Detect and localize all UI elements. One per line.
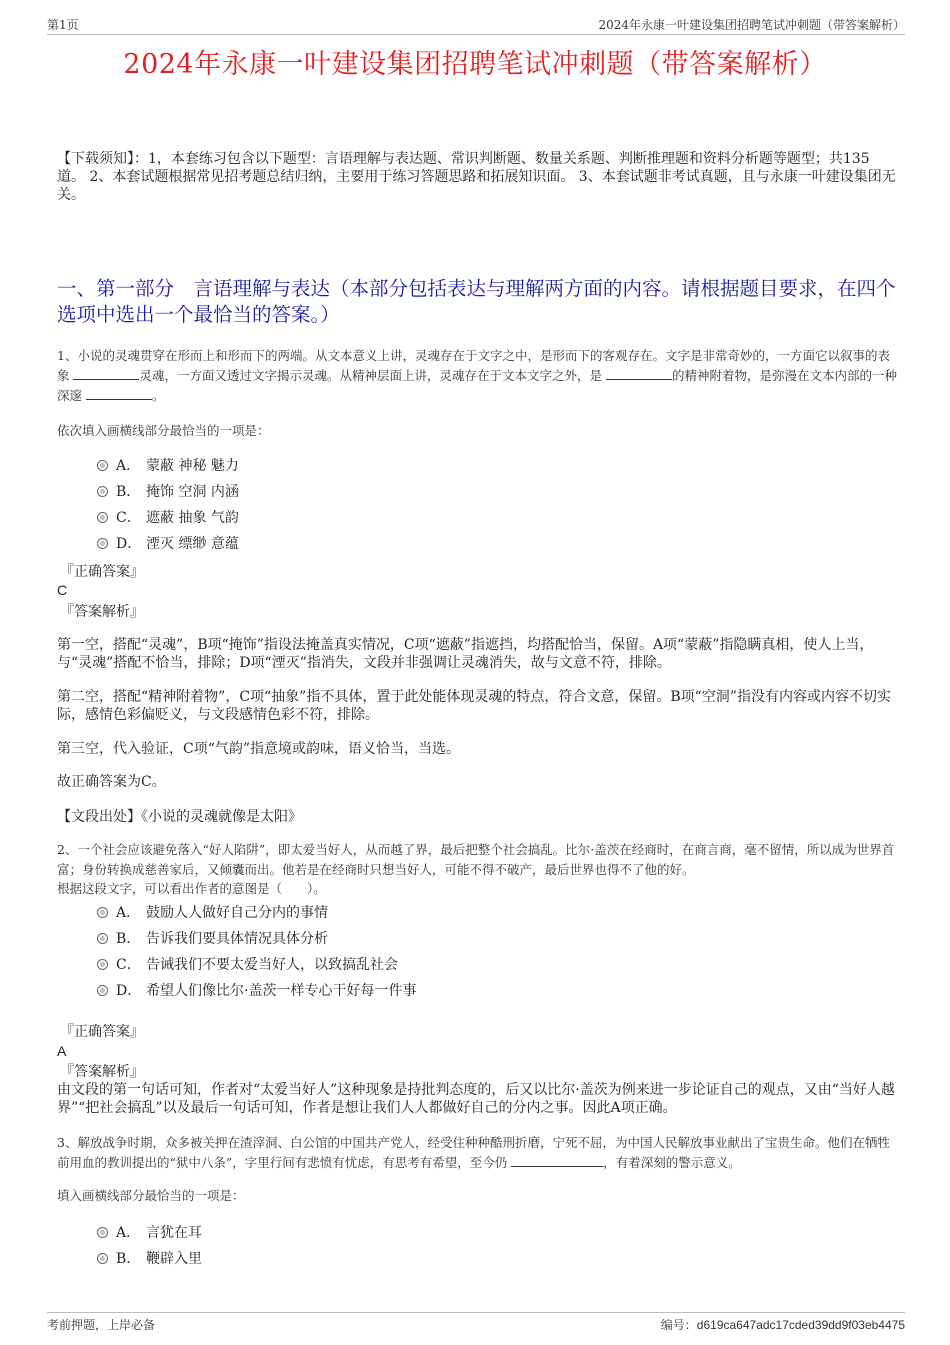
option-b[interactable]: B． 掩饰 空洞 内涵 (97, 482, 239, 502)
radio-icon[interactable] (97, 907, 108, 918)
page-header (47, 14, 905, 35)
option-d[interactable]: D． 湮灭 缥缈 意蕴 (97, 534, 239, 554)
option-a[interactable]: A． 鼓励人人做好自己分内的事情 (97, 903, 328, 923)
analysis-paragraph: 第三空，代入验证，C项“气韵”指意境或韵味，语义恰当，当选。 (57, 741, 461, 757)
fill-blank (511, 1154, 603, 1167)
radio-icon[interactable] (97, 985, 108, 996)
radio-icon[interactable] (97, 512, 108, 523)
analysis-paragraph: 故正确答案为C。 (57, 774, 166, 790)
footer-slogan: 考前押题，上岸必备 (47, 1318, 156, 1332)
option-a[interactable]: A． 蒙蔽 神秘 魅力 (97, 456, 239, 476)
question-2-stem: 2、一个社会应该避免落入“好人陷阱”，即太爱当好人，从而越了界，最后把整个社会搞乱。比尔·盖茨在经商时，在商言商，毫不留情，所以成为世界首富；身份转换成慈善家后，又倾囊而出。他若是在经商时只想当好人，可能不得不破产，最后世界也得不了他的好。 (57, 842, 895, 877)
fill-blank (86, 387, 152, 400)
question-1-prompt: 依次填入画横线部分最恰当的一项是： (57, 423, 270, 438)
radio-icon[interactable] (97, 1227, 108, 1238)
option-b[interactable]: B． 鞭辟入里 (97, 1249, 202, 1269)
question-3-prompt: 填入画横线部分最恰当的一项是： (57, 1188, 245, 1203)
radio-icon[interactable] (97, 538, 108, 549)
option-b[interactable]: B． 告诉我们要具体情况具体分析 (97, 929, 328, 949)
radio-icon[interactable] (97, 933, 108, 944)
question-3-stem: 3、解放战争时期，众多被关押在渣滓洞、白公馆的中国共产党人，经受住种种酷刑折磨，宁死不屈，为中国人民解放事业献出了宝贵生命。他们在牺牲前用血的教训提出的“狱中八条”，字里行间有悲愤有忧虑，有思考有希望，至今仍 ，有着深刻的警示意义。 (57, 1135, 890, 1170)
option-c[interactable]: C． 告诫我们不要太爱当好人，以致搞乱社会 (97, 955, 398, 975)
download-notice: 【下载须知】：1，本套练习包含以下题型：言语理解与表达题、常识判断题、数量关系题、判断推理题和资料分析题等题型；共135道。 2、本套试题根据常见招考题总结归纳，主要用于练习答题思路和拓展知识面。 3、本套试题非考试真题，且与永康一叶建设集团无关。 (57, 151, 896, 203)
page-number: 第1页 (47, 18, 79, 32)
question-2-prompt: 根据这段文字，可以看出作者的意图是（ ）。 (57, 881, 326, 896)
correct-answer-label: 『正确答案』 (60, 564, 144, 580)
option-d[interactable]: D． 希望人们像比尔·盖茨一样专心干好每一件事 (97, 981, 416, 1001)
section-heading: 一、第一部分 言语理解与表达（本部分包括表达与理解两方面的内容。请根据题目要求，在四个选项中选出一个最恰当的答案。） (57, 277, 896, 326)
analysis-label: 『答案解析』 (60, 1064, 144, 1080)
analysis-paragraph: 第一空，搭配“灵魂”，B项“掩饰”指设法掩盖真实情况，C项“遮蔽”指遮挡，均搭配恰当，保留。A项“蒙蔽”指隐瞒真相，使人上当，与“灵魂”搭配不恰当，排除；D项“湮灭”指消失，文段并非强调让灵魂消失，故与文意不符，排除。 (57, 637, 874, 671)
correct-answer: A (57, 1043, 67, 1059)
correct-answer-label: 『正确答案』 (60, 1024, 144, 1040)
analysis-label: 『答案解析』 (60, 604, 144, 620)
page-title: 2024年永康一叶建设集团招聘笔试冲刺题（带答案解析） (123, 49, 827, 80)
fill-blank (606, 367, 672, 380)
radio-icon[interactable] (97, 486, 108, 497)
header-doc-title: 2024年永康一叶建设集团招聘笔试冲刺题（带答案解析） (598, 18, 905, 32)
analysis-paragraph: 第二空，搭配“精神附着物”，C项“抽象”指不具体，置于此处能体现灵魂的特点，符合文意，保留。B项“空洞”指没有内容或内容不切实际，感情色彩偏贬义，与文段感情色彩不符，排除。 (57, 689, 891, 723)
analysis-paragraph: 由文段的第一句话可知，作者对“太爱当好人”这种现象是持批判态度的，后又以比尔·盖茨为例来进一步论证自己的观点，又由“当好人越界”“把社会搞乱”以及最后一句话可知，作者是想让我们人人都做好自己的分内之事。因此A项正确。 (57, 1082, 895, 1116)
document-code: 编号：d619ca647adc17cded39dd9f03eb4475 (660, 1318, 905, 1332)
option-c[interactable]: C． 遮蔽 抽象 气韵 (97, 508, 239, 528)
radio-icon[interactable] (97, 460, 108, 471)
fill-blank (73, 367, 139, 380)
correct-answer: C (57, 582, 68, 598)
radio-icon[interactable] (97, 959, 108, 970)
text-source: 【文段出处】《小说的灵魂就像是太阳》 (57, 809, 302, 825)
page-footer (47, 1312, 905, 1333)
radio-icon[interactable] (97, 1253, 108, 1264)
question-1-stem: 1、小说的灵魂贯穿在形而上和形而下的两端。从文本意义上讲，灵魂存在于文字之中，是形而下的客观存在。文字是非常奇妙的，一方面它以叙事的表象 灵魂，一方面又透过文字揭示灵魂。从精神层面上讲，灵魂存在于文本文字之外，是 的精神附着物，是弥漫在文本内部的一种深邃 。 (57, 348, 897, 403)
option-a[interactable]: A． 言犹在耳 (97, 1223, 202, 1243)
